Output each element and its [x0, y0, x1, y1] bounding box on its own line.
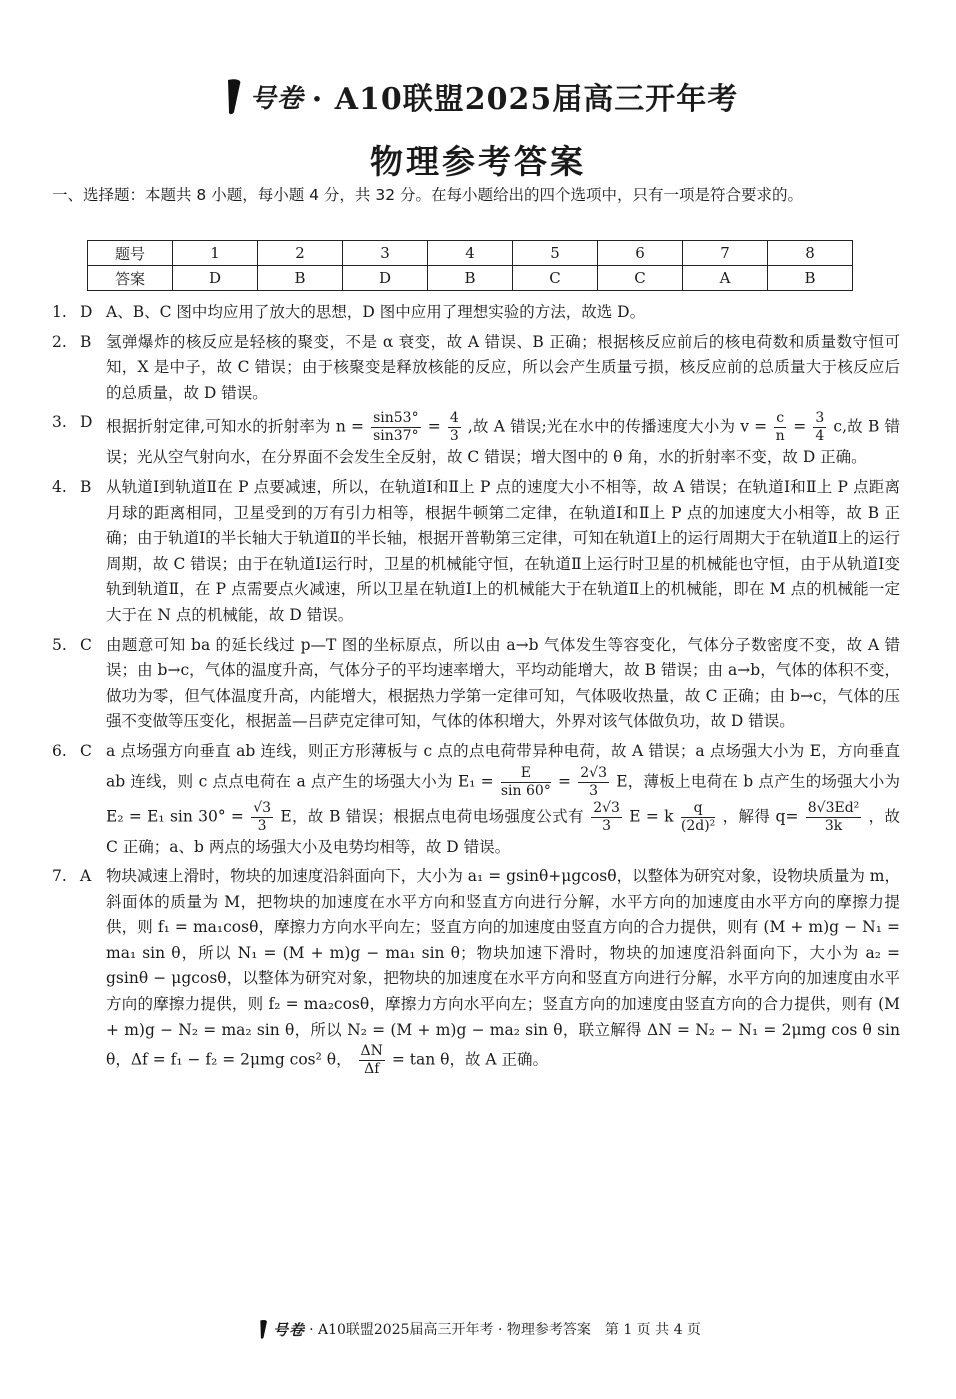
- numerator: c: [776, 410, 785, 427]
- table-header-cell: 题号: [88, 241, 173, 266]
- numerator: 4: [449, 410, 459, 427]
- denominator: 4: [815, 428, 825, 445]
- table-cell: 2: [258, 241, 343, 266]
- text-segment: a 点场强方向垂直 ab 连线，则正方形薄板与 c 点的点电荷带异种电荷，故 A 错误；a 点场强大小为 E，方向垂直 ab 连线，则 c 点点电荷在 a 点产生的场强大小为 E₁ =: [106, 741, 900, 790]
- question-5: [52, 633, 900, 735]
- text-segment: E = k: [629, 807, 674, 825]
- numerator: sin53°: [373, 410, 419, 427]
- denominator: (2d)²: [680, 817, 716, 834]
- numerator: 8√3Ed²: [807, 799, 860, 816]
- page-title: · A10联盟2025届高三开年考: [311, 82, 739, 117]
- fraction: [681, 800, 715, 835]
- table-cell: C: [513, 266, 598, 291]
- table-cell: 8: [768, 241, 853, 266]
- numerator: 2√3: [580, 764, 607, 781]
- question-number: 4.: [52, 477, 67, 496]
- page-subtitle: 物理参考答案: [370, 142, 586, 181]
- table-cell: D: [173, 266, 258, 291]
- table-cell: 1: [173, 241, 258, 266]
- denominator: n: [775, 428, 785, 445]
- question-answer: C: [80, 741, 92, 760]
- question-explanation: A、B、C 图中均应用了放大的思想，D 图中应用了理想实验的方法，故选 D。: [106, 303, 646, 321]
- numerator: E: [501, 765, 551, 783]
- table-cell: A: [683, 266, 768, 291]
- table-cell: B: [258, 266, 343, 291]
- table-cell: 3: [343, 241, 428, 266]
- text-segment: 根据折射定律,可知水的折射率为 n =: [106, 417, 364, 436]
- question-explanation: [106, 739, 900, 860]
- footer-logo: [255, 1318, 305, 1340]
- fraction: [591, 800, 622, 835]
- text-segment: ，故 C 正确；a、b 两点的场强大小及电势均相等，故 D 错误。: [106, 807, 900, 856]
- table-cell: C: [598, 266, 683, 291]
- question-number: 7.: [52, 867, 67, 886]
- table-cell: 4: [428, 241, 513, 266]
- section-heading: 一、选择题：本题共 8 小题，每小题 4 分，共 32 分。在每小题给出的四个选项中，只有一项是符合要求的。: [52, 186, 804, 204]
- question-number: 1.: [52, 303, 67, 321]
- fraction: [371, 410, 421, 445]
- question-answer: C: [80, 635, 92, 654]
- header: [0, 74, 956, 183]
- question-number: 6.: [52, 741, 67, 760]
- logo-text: 号卷: [249, 83, 304, 114]
- question-explanation: 由题意可知 ba 的延长线过 p—T 图的坐标原点，所以由 a→b 气体发生等容变化，气体分子数密度不变，故 A 错误；由 b→c，气体的温度升高，气体分子的平均速率增大，平均动能增大，故 B 错误；由 a→b，气体的体积不变，做功为零，但气体温度升高，内能增大，根据热力学第一定律可知，气体吸收热量，故 C 正确；由 b→c，气体的压强不变做等压变化，根据盖—吕萨克定律可知，气体的体积增大，外界对该气体做负功，故 D 错误。: [106, 635, 900, 731]
- answer-explanations: [52, 300, 900, 1082]
- question-answer: B: [80, 477, 92, 496]
- question-answer: D: [80, 303, 93, 321]
- question-explanation: 从轨道Ⅰ到轨道Ⅱ在 P 点要减速，所以，在轨道Ⅰ和Ⅱ上 P 点的速度大小不相等，故 A 错误；在轨道Ⅰ和Ⅱ上 P 点距离月球的距离相同，卫星受到的万有引力相等，根据牛顿第二定律，在轨道Ⅰ和Ⅱ上 P 点的加速度大小相等，故 B 正确；由于轨道Ⅰ的半长轴大于轨道Ⅱ的半长轴，根据开普勒第三定律，可知在轨道Ⅰ上的运行周期大于在轨道Ⅱ上的运行周期，故 C 错误；由于在轨道Ⅰ运行时，卫星的机械能守恒，在轨道Ⅱ上运行时卫星的机械能也守恒，由于从轨道Ⅰ变轨到轨道Ⅱ，在 P 点需要点火减速，所以卫星在轨道Ⅰ上的机械能大于在轨道Ⅱ上的机械能，即在 M 点的机械能一定大于在 N 点的机械能，故 D 错误。: [106, 477, 900, 624]
- question-number: 2.: [52, 332, 67, 351]
- question-number: 5.: [52, 635, 67, 654]
- denominator: 3: [257, 817, 267, 834]
- text-segment: =: [558, 772, 572, 790]
- question-answer: A: [80, 867, 92, 886]
- fraction: [448, 410, 461, 445]
- denominator: sin37°: [373, 428, 419, 445]
- question-3: [52, 410, 900, 471]
- answer-table: [87, 240, 853, 291]
- numerator: 3: [815, 410, 825, 427]
- fraction: [501, 765, 551, 800]
- page-footer: [0, 1318, 956, 1340]
- text-segment: =: [793, 417, 807, 436]
- footer-logo-text: 号卷: [273, 1320, 306, 1339]
- denominator: 3: [602, 817, 612, 834]
- text-segment: E，薄板上电荷在 b 点产生的场强大小为 E₂ = E₁ sin 30° =: [106, 772, 901, 825]
- table-row: [88, 241, 853, 266]
- question-2: [52, 330, 900, 407]
- brand-logo: [218, 76, 304, 116]
- text-segment: = tan θ，故 A 正确。: [391, 1050, 549, 1069]
- footer-text: · A10联盟2025届高三开年考 · 物理参考答案 第 1 页 共 4 页: [309, 1322, 701, 1338]
- text-segment: =: [427, 417, 441, 436]
- question-1: [52, 300, 900, 326]
- denominator: sin 60°: [500, 782, 551, 799]
- text-segment: c,故 B 错误；光从空气射向水，在分界面不会发生全反射，故 C 错误；增大图中的 θ 角，水的折射率不变，故 D 正确。: [106, 417, 900, 467]
- question-4: [52, 475, 900, 629]
- table-cell: 7: [683, 241, 768, 266]
- table-row: [88, 266, 853, 291]
- question-6: [52, 739, 900, 860]
- brush-stroke-icon: [255, 1318, 271, 1340]
- fraction: [806, 800, 862, 835]
- table-header-cell: 答案: [88, 266, 173, 291]
- numerator: √3: [253, 799, 272, 816]
- denominator: 3: [449, 428, 459, 445]
- fraction: [578, 765, 609, 800]
- fraction: [813, 410, 826, 445]
- denominator: Δf: [364, 1061, 380, 1078]
- question-number: 3.: [52, 413, 67, 432]
- numerator: ΔN: [360, 1043, 383, 1060]
- text-segment: 物块减速上滑时，物块的加速度沿斜面向下，大小为 a₁ = gsinθ+μgcosθ，以整体为研究对象，设物块质量为 m，斜面体的质量为 M，把物块的加速度在水平方向和竖直方向进行分解，水平方向的加速度由水平方向的摩擦力提供，则 f₁ = ma₁cosθ，摩擦力方向水平向左；竖直方向的加速度由竖直方向的合力提供，则有 (M + m)g − N₁ = ma₁ sin θ，所以 N₁ = (M + m)g − ma₁ sin θ；物块加速下滑时，物块的加速度沿斜面向下，大小为 a₂ = gsinθ − μgcosθ，以整体为研究对象，把物块的加速度在水平方向和竖直方向进行分解，水平方向的加速度由水平方向的摩擦力提供，则 f₂ = ma₂cosθ，摩擦力方向水平向左；竖直方向的加速度由竖直方向的合力提供，则有 (M + m)g − N₂ = ma₂ sin θ，所以 N₂ = (M + m)g − ma₂ sin θ，联立解得 ΔN = N₂ − N₁ = 2μmg cos θ sin θ，Δf = f₁ − f₂ = 2μmg cos² θ，: [106, 867, 900, 1069]
- fraction: [359, 1043, 385, 1078]
- question-answer: D: [80, 413, 93, 432]
- question-7: [52, 864, 900, 1078]
- question-explanation: [106, 864, 900, 1078]
- title-line: [0, 74, 956, 118]
- denominator: 3k: [824, 817, 843, 834]
- numerator: 2√3: [593, 799, 620, 816]
- table-cell: 6: [598, 241, 683, 266]
- text-segment: ,故 A 错误;光在水中的传播速度大小为 v =: [467, 417, 768, 436]
- fraction: [251, 800, 273, 835]
- table-cell: B: [428, 266, 513, 291]
- denominator: 3: [589, 782, 599, 799]
- table-cell: B: [768, 266, 853, 291]
- table-cell: 5: [513, 241, 598, 266]
- brush-stroke-icon: [218, 76, 248, 116]
- question-answer: B: [80, 332, 92, 351]
- question-explanation: [106, 410, 900, 471]
- question-explanation: 氢弹爆炸的核反应是轻核的聚变，不是 α 衰变，故 A 错误、B 正确；根据核反应前后的核电荷数和质量数守恒可知，X 是中子，故 C 错误；由于核聚变是释放核能的反应，所以会产生质量亏损，核反应前的总质量大于核反应后的总质量，故 D 错误。: [106, 332, 900, 402]
- text-segment: E，故 B 错误；根据点电荷电场强度公式有: [280, 807, 584, 825]
- numerator: q: [681, 800, 715, 818]
- table-cell: D: [343, 266, 428, 291]
- fraction: [774, 410, 786, 445]
- text-segment: ，解得 q=: [722, 807, 799, 825]
- page-title-text: A10联盟2025届高三开年考: [334, 82, 739, 117]
